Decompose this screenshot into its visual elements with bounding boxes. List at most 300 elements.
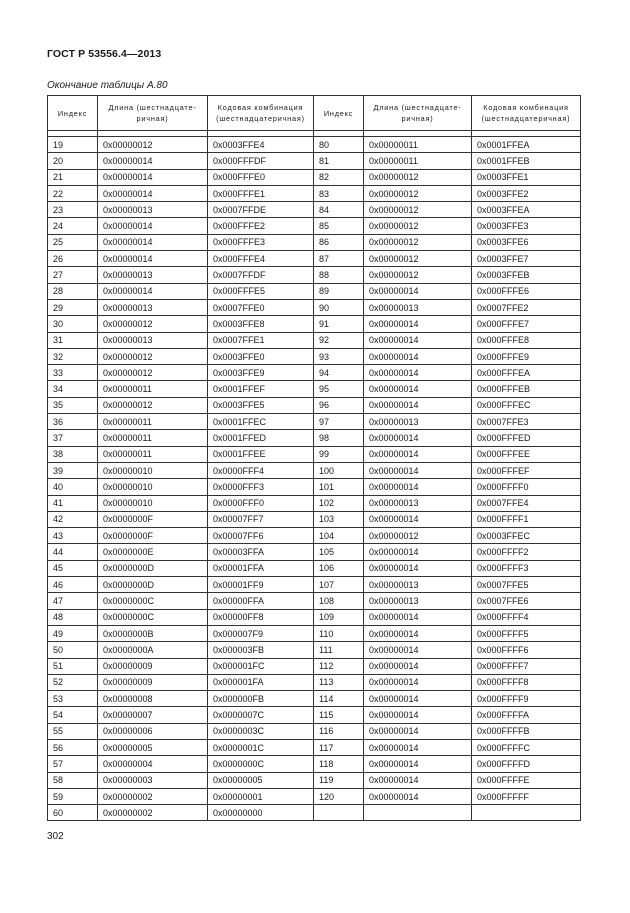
cell-index-2: 106	[314, 560, 364, 576]
table-row	[48, 462, 581, 478]
cell-index-2: 80	[314, 137, 364, 153]
cell-code-2: 0x000FFFEE	[472, 446, 581, 462]
column-header-length-2: Длина (шестнадцате- ричная)	[364, 96, 472, 131]
cell-code: 0x0003FFE4	[208, 137, 314, 153]
cell-length: 0x0000000C	[98, 593, 208, 609]
cell-index: 45	[48, 560, 98, 576]
cell-length: 0x0000000D	[98, 577, 208, 593]
cell-index: 51	[48, 658, 98, 674]
cell-index: 30	[48, 316, 98, 332]
cell-length: 0x0000000D	[98, 560, 208, 576]
cell-code: 0x0001FFEF	[208, 381, 314, 397]
table-row	[48, 577, 581, 593]
cell-index-2	[314, 805, 364, 821]
cell-code-2: 0x0003FFE1	[472, 169, 581, 185]
cell-index-2: 85	[314, 218, 364, 234]
cell-length-2: 0x00000012	[364, 218, 472, 234]
cell-length-2: 0x00000014	[364, 479, 472, 495]
cell-code-2: 0x0007FFE2	[472, 299, 581, 315]
cell-code: 0x00001FF9	[208, 577, 314, 593]
cell-code: 0x000FFFE2	[208, 218, 314, 234]
cell-index-2: 84	[314, 202, 364, 218]
cell-code: 0x00003FFA	[208, 544, 314, 560]
cell-length-2: 0x00000014	[364, 772, 472, 788]
cell-length-2: 0x00000014	[364, 642, 472, 658]
cell-index-2: 105	[314, 544, 364, 560]
cell-index: 23	[48, 202, 98, 218]
cell-index-2: 117	[314, 739, 364, 755]
cell-index: 56	[48, 739, 98, 755]
cell-length-2: 0x00000014	[364, 788, 472, 804]
cell-length: 0x00000011	[98, 414, 208, 430]
cell-length: 0x0000000E	[98, 544, 208, 560]
cell-length-2: 0x00000013	[364, 299, 472, 315]
cell-length-2: 0x00000013	[364, 593, 472, 609]
cell-code-2: 0x000FFFF7	[472, 658, 581, 674]
document-title: ГОСТ Р 53556.4—2013	[47, 48, 162, 60]
cell-length: 0x00000013	[98, 299, 208, 315]
table-row	[48, 169, 581, 185]
column-header-length: Длина (шестнадцате- ричная)	[98, 96, 208, 131]
cell-code: 0x00007FF7	[208, 511, 314, 527]
cell-code: 0x0000FFF4	[208, 462, 314, 478]
cell-length: 0x00000011	[98, 381, 208, 397]
column-header-code-2: Кодовая комбинация (шестнадцатеричная)	[472, 96, 581, 131]
cell-index-2: 114	[314, 691, 364, 707]
cell-index: 59	[48, 788, 98, 804]
cell-code: 0x0000003C	[208, 723, 314, 739]
cell-length: 0x00000008	[98, 691, 208, 707]
cell-index: 47	[48, 593, 98, 609]
cell-code: 0x00000000	[208, 805, 314, 821]
cell-code-2: 0x000FFFF6	[472, 642, 581, 658]
cell-length-2: 0x00000014	[364, 625, 472, 641]
cell-length-2: 0x00000014	[364, 707, 472, 723]
table-row	[48, 788, 581, 804]
table-row	[48, 625, 581, 641]
cell-code-2: 0x000FFFFA	[472, 707, 581, 723]
cell-length-2: 0x00000014	[364, 332, 472, 348]
table-row	[48, 674, 581, 690]
cell-index-2: 111	[314, 642, 364, 658]
cell-length: 0x00000010	[98, 462, 208, 478]
cell-index: 34	[48, 381, 98, 397]
cell-code: 0x000FFFE3	[208, 234, 314, 250]
cell-code-2: 0x000FFFFB	[472, 723, 581, 739]
cell-index: 57	[48, 756, 98, 772]
cell-length-2: 0x00000014	[364, 430, 472, 446]
cell-length-2: 0x00000014	[364, 658, 472, 674]
cell-index-2: 92	[314, 332, 364, 348]
column-header-index-2: Индекс	[314, 96, 364, 131]
cell-index: 44	[48, 544, 98, 560]
cell-code: 0x000001FC	[208, 658, 314, 674]
table-row	[48, 593, 581, 609]
cell-length: 0x00000012	[98, 348, 208, 364]
cell-length: 0x00000013	[98, 332, 208, 348]
cell-code-2	[472, 805, 581, 821]
cell-index: 55	[48, 723, 98, 739]
cell-index-2: 112	[314, 658, 364, 674]
table-row	[48, 642, 581, 658]
table-row	[48, 479, 581, 495]
cell-code-2: 0x000FFFF4	[472, 609, 581, 625]
cell-length: 0x00000014	[98, 251, 208, 267]
cell-code: 0x000000FB	[208, 691, 314, 707]
cell-index-2: 81	[314, 153, 364, 169]
cell-code-2: 0x000FFFF5	[472, 625, 581, 641]
cell-code: 0x0001FFED	[208, 430, 314, 446]
cell-length: 0x00000011	[98, 430, 208, 446]
cell-index-2: 83	[314, 185, 364, 201]
cell-code-2: 0x000FFFEC	[472, 397, 581, 413]
cell-length-2: 0x00000014	[364, 283, 472, 299]
table-row	[48, 560, 581, 576]
cell-length: 0x0000000F	[98, 511, 208, 527]
cell-code-2: 0x000FFFF0	[472, 479, 581, 495]
cell-length-2: 0x00000014	[364, 560, 472, 576]
cell-length-2: 0x00000014	[364, 609, 472, 625]
cell-length: 0x0000000B	[98, 625, 208, 641]
cell-index: 28	[48, 283, 98, 299]
cell-index-2: 115	[314, 707, 364, 723]
cell-length-2: 0x00000014	[364, 511, 472, 527]
cell-index-2: 100	[314, 462, 364, 478]
table-row	[48, 707, 581, 723]
table-row	[48, 267, 581, 283]
table-row	[48, 414, 581, 430]
cell-code-2: 0x000FFFE7	[472, 316, 581, 332]
cell-length-2: 0x00000012	[364, 202, 472, 218]
cell-index: 54	[48, 707, 98, 723]
cell-length-2: 0x00000012	[364, 234, 472, 250]
cell-length-2: 0x00000011	[364, 153, 472, 169]
table-row	[48, 185, 581, 201]
cell-length: 0x00000014	[98, 234, 208, 250]
column-header-index: Индекс	[48, 96, 98, 131]
cell-index: 32	[48, 348, 98, 364]
cell-length: 0x0000000A	[98, 642, 208, 658]
cell-length-2: 0x00000014	[364, 316, 472, 332]
cell-code: 0x000001FA	[208, 674, 314, 690]
table-row	[48, 332, 581, 348]
cell-length-2: 0x00000014	[364, 756, 472, 772]
cell-code: 0x000FFFE1	[208, 185, 314, 201]
cell-length-2: 0x00000012	[364, 185, 472, 201]
cell-code: 0x0000FFF0	[208, 495, 314, 511]
cell-length-2: 0x00000012	[364, 251, 472, 267]
cell-index-2: 89	[314, 283, 364, 299]
cell-code-2: 0x0007FFE6	[472, 593, 581, 609]
cell-code-2: 0x0001FFEB	[472, 153, 581, 169]
cell-index: 38	[48, 446, 98, 462]
cell-index-2: 91	[314, 316, 364, 332]
cell-length: 0x00000004	[98, 756, 208, 772]
cell-index-2: 86	[314, 234, 364, 250]
cell-code: 0x0000007C	[208, 707, 314, 723]
cell-code: 0x000FFFE4	[208, 251, 314, 267]
cell-length: 0x00000014	[98, 153, 208, 169]
cell-code-2: 0x0003FFE2	[472, 185, 581, 201]
cell-code: 0x00007FF6	[208, 528, 314, 544]
cell-code: 0x000FFFDF	[208, 153, 314, 169]
cell-length-2: 0x00000012	[364, 267, 472, 283]
cell-index: 49	[48, 625, 98, 641]
cell-length: 0x00000010	[98, 495, 208, 511]
table-row	[48, 430, 581, 446]
cell-code: 0x00000005	[208, 772, 314, 788]
cell-code: 0x0000FFF3	[208, 479, 314, 495]
cell-index: 58	[48, 772, 98, 788]
cell-index: 19	[48, 137, 98, 153]
cell-index: 48	[48, 609, 98, 625]
cell-length-2: 0x00000014	[364, 723, 472, 739]
table-row	[48, 137, 581, 153]
cell-code-2: 0x0007FFE4	[472, 495, 581, 511]
cell-length: 0x00000009	[98, 658, 208, 674]
cell-index-2: 93	[314, 348, 364, 364]
cell-length: 0x00000012	[98, 397, 208, 413]
cell-length-2: 0x00000014	[364, 739, 472, 755]
cell-index: 41	[48, 495, 98, 511]
cell-length-2: 0x00000014	[364, 544, 472, 560]
cell-length: 0x00000013	[98, 267, 208, 283]
cell-code-2: 0x0003FFE3	[472, 218, 581, 234]
cell-code: 0x0007FFE1	[208, 332, 314, 348]
cell-length: 0x0000000C	[98, 609, 208, 625]
table-row	[48, 397, 581, 413]
table-row	[48, 511, 581, 527]
cell-index: 46	[48, 577, 98, 593]
cell-length: 0x00000013	[98, 202, 208, 218]
cell-index-2: 116	[314, 723, 364, 739]
cell-index: 33	[48, 365, 98, 381]
cell-code-2: 0x0003FFE7	[472, 251, 581, 267]
cell-index-2: 107	[314, 577, 364, 593]
cell-index: 21	[48, 169, 98, 185]
cell-length-2: 0x00000014	[364, 365, 472, 381]
cell-length-2: 0x00000014	[364, 381, 472, 397]
cell-length: 0x00000002	[98, 788, 208, 804]
cell-code: 0x00001FFA	[208, 560, 314, 576]
cell-code: 0x000FFFE0	[208, 169, 314, 185]
cell-index-2: 95	[314, 381, 364, 397]
cell-code-2: 0x000FFFEF	[472, 462, 581, 478]
cell-index: 60	[48, 805, 98, 821]
cell-code-2: 0x000FFFED	[472, 430, 581, 446]
cell-index-2: 104	[314, 528, 364, 544]
cell-code: 0x0001FFEE	[208, 446, 314, 462]
cell-code-2: 0x000FFFE9	[472, 348, 581, 364]
cell-length: 0x00000014	[98, 218, 208, 234]
cell-index-2: 82	[314, 169, 364, 185]
cell-index-2: 98	[314, 430, 364, 446]
cell-index-2: 96	[314, 397, 364, 413]
table-row	[48, 691, 581, 707]
table-row	[48, 218, 581, 234]
table-row	[48, 446, 581, 462]
cell-code-2: 0x000FFFF3	[472, 560, 581, 576]
cell-code-2: 0x0001FFEA	[472, 137, 581, 153]
cell-index: 43	[48, 528, 98, 544]
cell-code: 0x00000FFA	[208, 593, 314, 609]
cell-code-2: 0x000FFFE6	[472, 283, 581, 299]
cell-length-2: 0x00000014	[364, 674, 472, 690]
cell-length: 0x00000009	[98, 674, 208, 690]
cell-index-2: 94	[314, 365, 364, 381]
cell-code-2: 0x000FFFEB	[472, 381, 581, 397]
column-header-code: Кодовая комбинация (шестнадцатеричная)	[208, 96, 314, 131]
cell-index-2: 88	[314, 267, 364, 283]
table-row	[48, 544, 581, 560]
cell-code-2: 0x000FFFEA	[472, 365, 581, 381]
cell-length: 0x00000010	[98, 479, 208, 495]
cell-index-2: 120	[314, 788, 364, 804]
cell-code-2: 0x000FFFF8	[472, 674, 581, 690]
table-row	[48, 739, 581, 755]
cell-code: 0x0003FFE9	[208, 365, 314, 381]
table-row	[48, 528, 581, 544]
page-number: 302	[47, 831, 64, 842]
cell-length-2: 0x00000014	[364, 462, 472, 478]
table-row	[48, 251, 581, 267]
cell-index: 29	[48, 299, 98, 315]
cell-code: 0x00000001	[208, 788, 314, 804]
table-row	[48, 381, 581, 397]
cell-code: 0x0003FFE0	[208, 348, 314, 364]
cell-length-2: 0x00000013	[364, 577, 472, 593]
cell-code: 0x0001FFEC	[208, 414, 314, 430]
table-row	[48, 805, 581, 821]
table-row	[48, 772, 581, 788]
cell-code-2: 0x0007FFE5	[472, 577, 581, 593]
cell-length: 0x00000002	[98, 805, 208, 821]
cell-code-2: 0x000FFFF9	[472, 691, 581, 707]
table-row	[48, 202, 581, 218]
cell-length: 0x00000014	[98, 283, 208, 299]
cell-code-2: 0x000FFFFF	[472, 788, 581, 804]
cell-code-2: 0x000FFFFD	[472, 756, 581, 772]
cell-code: 0x000FFFE5	[208, 283, 314, 299]
cell-index: 20	[48, 153, 98, 169]
cell-index-2: 99	[314, 446, 364, 462]
header-row	[48, 96, 581, 131]
cell-index: 31	[48, 332, 98, 348]
cell-length-2: 0x00000014	[364, 446, 472, 462]
cell-length: 0x00000006	[98, 723, 208, 739]
cell-length: 0x0000000F	[98, 528, 208, 544]
cell-code-2: 0x0003FFEC	[472, 528, 581, 544]
cell-index: 50	[48, 642, 98, 658]
cell-length-2: 0x00000012	[364, 169, 472, 185]
cell-code: 0x0003FFE5	[208, 397, 314, 413]
cell-length-2: 0x00000011	[364, 137, 472, 153]
cell-index: 36	[48, 414, 98, 430]
cell-index: 39	[48, 462, 98, 478]
cell-index-2: 108	[314, 593, 364, 609]
cell-index-2: 97	[314, 414, 364, 430]
cell-code-2: 0x0003FFEB	[472, 267, 581, 283]
cell-code-2: 0x000FFFFE	[472, 772, 581, 788]
table-row	[48, 299, 581, 315]
cell-code: 0x000003FB	[208, 642, 314, 658]
cell-length-2: 0x00000012	[364, 528, 472, 544]
table-body	[48, 137, 581, 821]
cell-index-2: 118	[314, 756, 364, 772]
table-row	[48, 658, 581, 674]
cell-code: 0x00000FF8	[208, 609, 314, 625]
code-table	[47, 95, 581, 821]
cell-index: 25	[48, 234, 98, 250]
cell-length: 0x00000014	[98, 169, 208, 185]
cell-code-2: 0x000FFFF2	[472, 544, 581, 560]
table-row	[48, 756, 581, 772]
cell-length-2: 0x00000014	[364, 348, 472, 364]
cell-code: 0x000007F9	[208, 625, 314, 641]
cell-length-2: 0x00000013	[364, 414, 472, 430]
cell-code-2: 0x0007FFE3	[472, 414, 581, 430]
cell-code-2: 0x000FFFE8	[472, 332, 581, 348]
table-row	[48, 283, 581, 299]
cell-index: 35	[48, 397, 98, 413]
cell-code: 0x0007FFE0	[208, 299, 314, 315]
cell-length-2: 0x00000014	[364, 397, 472, 413]
cell-index-2: 102	[314, 495, 364, 511]
cell-code: 0x0003FFE8	[208, 316, 314, 332]
cell-index-2: 113	[314, 674, 364, 690]
table-row	[48, 316, 581, 332]
cell-code: 0x0007FFDF	[208, 267, 314, 283]
cell-length-2	[364, 805, 472, 821]
cell-index: 37	[48, 430, 98, 446]
cell-length: 0x00000012	[98, 137, 208, 153]
cell-index-2: 101	[314, 479, 364, 495]
cell-code: 0x0000000C	[208, 756, 314, 772]
cell-index-2: 103	[314, 511, 364, 527]
cell-index-2: 119	[314, 772, 364, 788]
cell-index-2: 109	[314, 609, 364, 625]
table-row	[48, 495, 581, 511]
cell-length: 0x00000011	[98, 446, 208, 462]
cell-code-2: 0x000FFFF1	[472, 511, 581, 527]
table-row	[48, 348, 581, 364]
cell-length: 0x00000012	[98, 365, 208, 381]
cell-index-2: 90	[314, 299, 364, 315]
table-row	[48, 723, 581, 739]
cell-index: 52	[48, 674, 98, 690]
cell-index-2: 110	[314, 625, 364, 641]
cell-length: 0x00000003	[98, 772, 208, 788]
cell-length: 0x00000007	[98, 707, 208, 723]
cell-length: 0x00000005	[98, 739, 208, 755]
cell-code-2: 0x0003FFEA	[472, 202, 581, 218]
cell-code-2: 0x000FFFFC	[472, 739, 581, 755]
cell-length-2: 0x00000013	[364, 495, 472, 511]
cell-index: 53	[48, 691, 98, 707]
table-caption: Окончание таблицы А.80	[47, 80, 168, 91]
table-row	[48, 609, 581, 625]
cell-length: 0x00000014	[98, 185, 208, 201]
cell-index: 24	[48, 218, 98, 234]
cell-code-2: 0x0003FFE6	[472, 234, 581, 250]
table-row	[48, 153, 581, 169]
table-row	[48, 234, 581, 250]
cell-index: 26	[48, 251, 98, 267]
cell-code: 0x0000001C	[208, 739, 314, 755]
cell-index: 22	[48, 185, 98, 201]
cell-length-2: 0x00000014	[364, 691, 472, 707]
cell-index: 27	[48, 267, 98, 283]
